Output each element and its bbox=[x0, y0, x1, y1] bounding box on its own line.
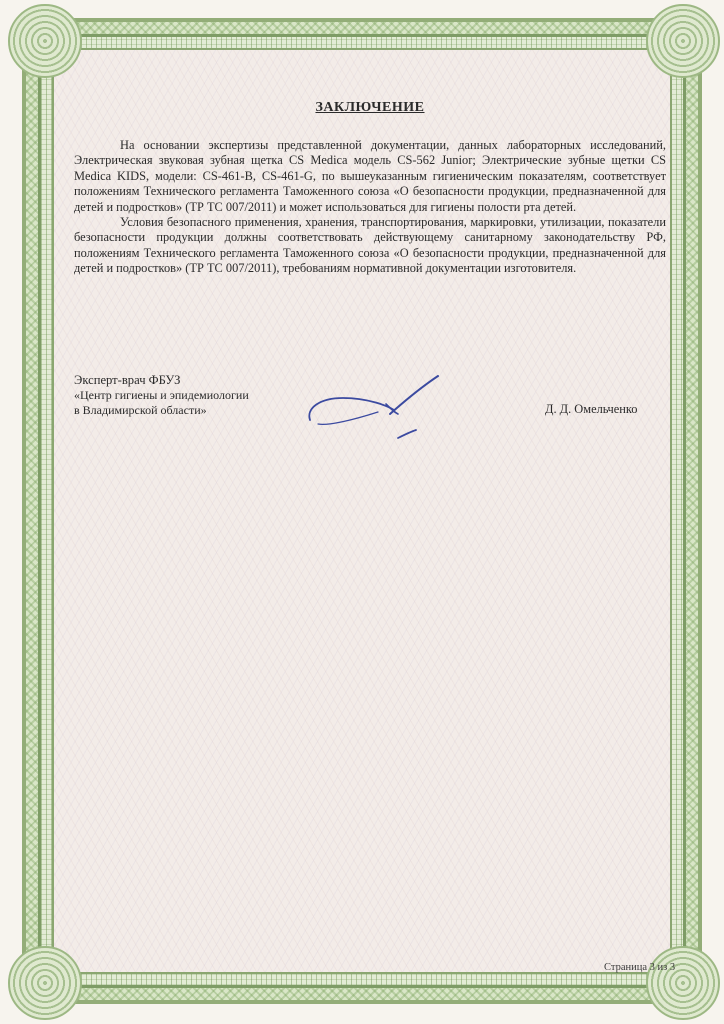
page-number: Страница 3 из 3 bbox=[604, 962, 676, 973]
document-title: ЗАКЛЮЧЕНИЕ bbox=[315, 100, 425, 115]
corner-ornament-top-right bbox=[646, 4, 720, 78]
handwritten-signature bbox=[298, 368, 448, 448]
expert-org-line1: «Центр гигиены и эпидемиологии bbox=[74, 388, 249, 402]
corner-ornament-bottom-left bbox=[8, 946, 82, 1020]
corner-ornament-top-left bbox=[8, 4, 82, 78]
paragraph-conditions: Условия безопасного применения, хранения, транспортирования, маркировки, утилизации, показатели безопасности продукции должны соответствовать действующему санитарному законодательству РФ, положениям Технического регламента Таможенного союза «О безопасности продукции, предназначенной для детей и подростков» (ТР ТС 007/2011), требованиям нормативной документации изготовителя. bbox=[74, 215, 666, 276]
paragraph-conclusion: На основании экспертизы представленной документации, данных лабораторных исследований, Электрическая звуковая зубная щетка CS Medica модель CS-562 Junior; Электрические зубные щетки CS Medica KIDS, модели: CS-461-B, CS-461-G, по вышеуказанным гигиеническим показателям, соответствует положениям Технического регламента Таможенного союза «О безопасности продукции, предназначенной для детей и подростков» (ТР ТС 007/2011) и может использоваться для гигиены полости рта детей. bbox=[74, 138, 666, 214]
document-body bbox=[74, 100, 666, 277]
expert-org-line2: в Владимирской области» bbox=[74, 402, 207, 417]
expert-position: Эксперт-врач ФБУЗ bbox=[74, 373, 181, 387]
expert-block bbox=[74, 372, 249, 417]
corner-ornament-bottom-right bbox=[646, 946, 720, 1020]
signer-name: Д. Д. Омельченко bbox=[545, 402, 638, 416]
